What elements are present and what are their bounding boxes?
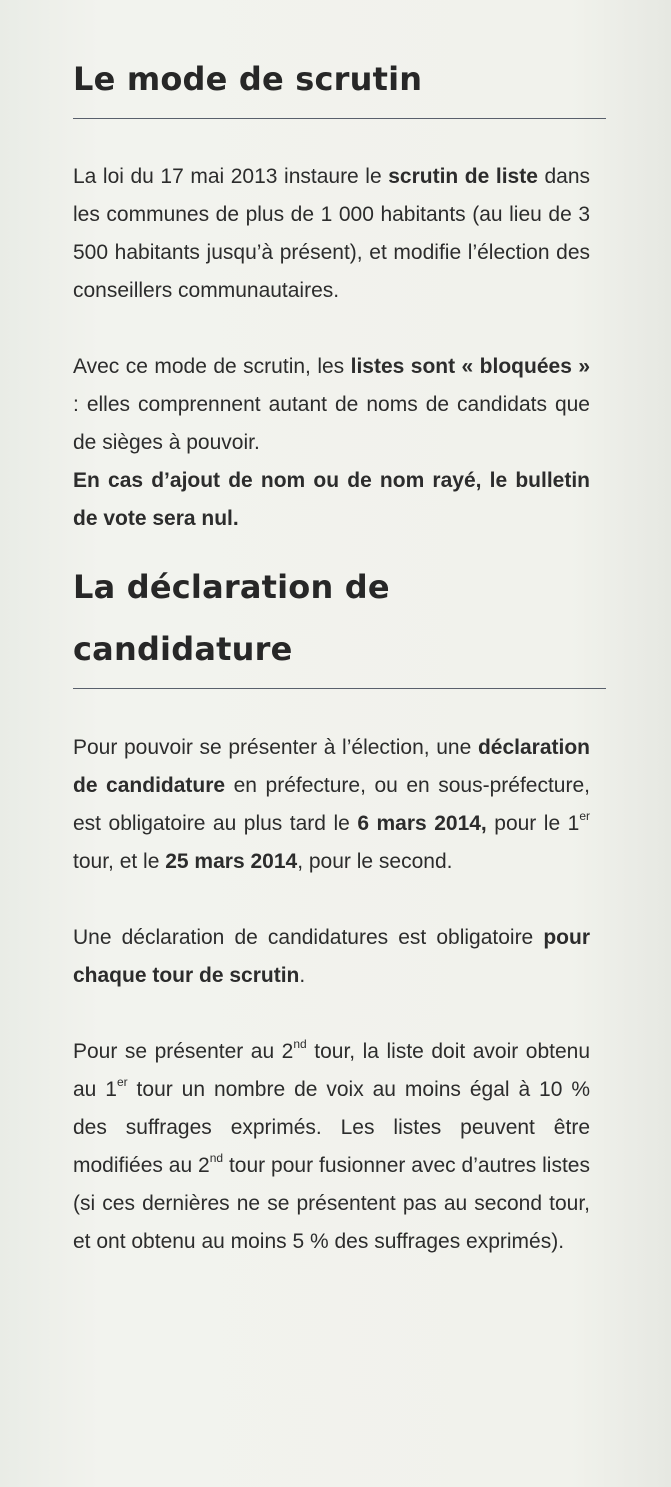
bold-text: En cas d’ajout de nom ou de nom rayé, le bulletin de vote sera nul. <box>73 469 590 530</box>
text-run: dans les communes de plus de 1 000 habitants (au lieu de 3 500 habitants jusqu’à présent), et modifie l’élection des conseillers communautaires. <box>73 165 590 302</box>
text-run: tour, et le <box>73 850 166 873</box>
bold-text: listes sont « bloquées » <box>350 355 590 378</box>
text-run: tour pour fusionner avec d’autres listes (si ces dernières ne se présentent pas au second tour, et ont obtenu au moins 5 % des suffrages exprimés). <box>73 1154 590 1253</box>
text-run: tour, la liste doit avoir obtenu au 1 <box>73 1040 590 1101</box>
text-run: tour un nombre de voix au moins égal à 10 % des suffrages exprimés. Les listes peuvent être modifiées au 2 <box>73 1078 591 1177</box>
bold-text: déclaration de candidature <box>73 736 590 797</box>
section-title-declaration-candidature <box>73 556 590 680</box>
superscript: er <box>579 809 590 823</box>
superscript: er <box>116 1075 128 1089</box>
text-run: La loi du 17 mai 2013 instaure le <box>73 165 389 188</box>
bold-date: 6 mars 2014, <box>357 812 487 835</box>
title-line: La déclaration de <box>73 568 390 606</box>
paragraph-loi-2013 <box>73 158 590 310</box>
superscript: nd <box>293 1037 307 1051</box>
text-run: Une déclaration de candidatures est obligatoire <box>73 926 544 949</box>
title-underline <box>73 688 606 689</box>
page-content <box>73 0 590 1261</box>
superscript: nd <box>209 1151 224 1165</box>
text-run: en préfecture, ou en sous-préfecture, est obligatoire au plus tard le <box>73 774 590 835</box>
text-run: Pour pouvoir se présenter à l’élection, une <box>73 736 478 759</box>
text-run: : elles comprennent autant de noms de candidats que de sièges à pouvoir. <box>73 393 590 454</box>
title-line: candidature <box>73 630 293 668</box>
section-title-mode-de-scrutin: Le mode de scrutin <box>73 60 423 98</box>
title-underline <box>73 118 606 119</box>
text-run: Pour se présenter au 2 <box>73 1040 294 1063</box>
bold-text: scrutin de liste <box>388 165 538 188</box>
text-run: pour le 1 <box>486 812 580 835</box>
bold-text: pour chaque tour de scrutin <box>73 926 590 987</box>
paragraph-listes-bloquees <box>73 348 590 462</box>
paragraph-bulletin-nul <box>73 462 590 538</box>
paragraph-second-tour <box>73 1033 590 1261</box>
paragraph-declaration-prefecture <box>73 729 590 881</box>
bold-date: 25 mars 2014 <box>165 850 298 873</box>
paragraph-chaque-tour <box>73 919 590 995</box>
text-run: . <box>299 964 306 987</box>
text-run: , pour le second. <box>297 850 453 873</box>
text-run: Avec ce mode de scrutin, les <box>73 355 351 378</box>
